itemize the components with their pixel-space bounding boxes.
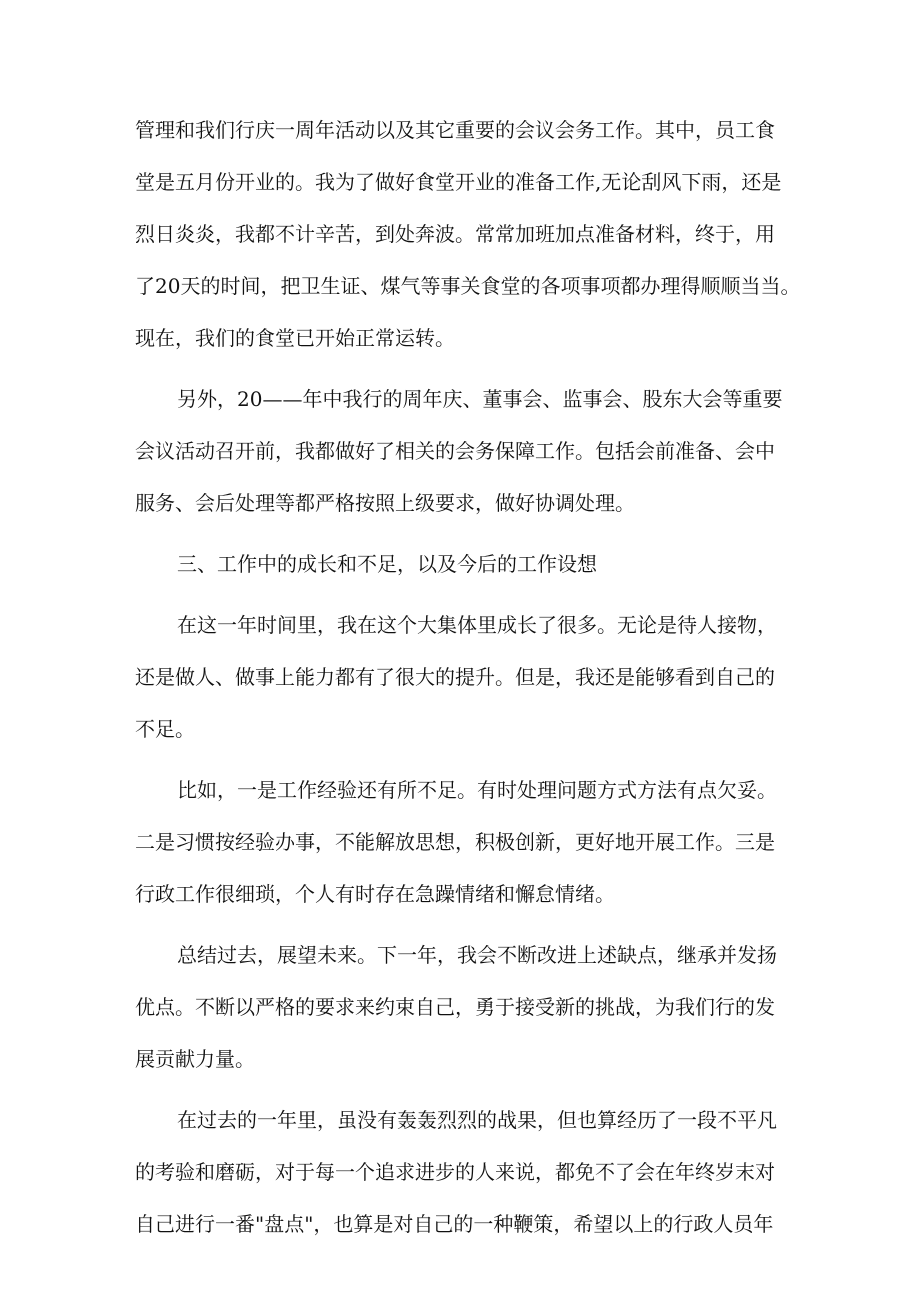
paragraph-line: 展贡献力量。 [135,1047,255,1071]
paragraph-line: 管理和我们行庆一周年活动以及其它重要的会议会务工作。其中，员工食 [135,118,775,142]
paragraph-line: 服务、会后处理等都严格按照上级要求，做好协调处理。 [135,491,635,515]
section-heading: 三、工作中的成长和不足，以及今后的工作设想 [177,552,597,576]
paragraph-line: 优点。不断以严格的要求来约束自己，勇于接受新的挑战，为我们行的发 [135,995,775,1019]
paragraph-line: 在这一年时间里，我在这个大集体里成长了很多。无论是待人接物， [177,613,777,637]
paragraph-line: 现在，我们的食堂已开始正常运转。 [135,326,455,350]
paragraph-line: 不足。 [135,717,195,741]
paragraph-line: 烈日炎炎，我都不计辛苦，到处奔波。常常加班加点准备材料，终于，用 [135,222,775,246]
paragraph-line: 自己进行一番"盘点"，也算是对自己的一种鞭策，希望以上的行政人员年 [135,1212,774,1236]
paragraph-line: 在过去的一年里，虽没有轰轰烈烈的战果，但也算经历了一段不平凡 [177,1108,777,1132]
paragraph-line: 的考验和磨砺，对于每一个追求进步的人来说，都免不了会在年终岁末对 [135,1160,775,1184]
paragraph-line: 比如，一是工作经验还有所不足。有时处理问题方式方法有点欠妥。 [177,778,777,802]
paragraph-line: 还是做人、做事上能力都有了很大的提升。但是，我还是能够看到自己的 [135,665,775,689]
paragraph-line: 二是习惯按经验办事，不能解放思想，积极创新，更好地开展工作。三是 [135,830,775,854]
paragraph-line: 堂是五月份开业的。我为了做好食堂开业的准备工作,无论刮风下雨，还是 [135,170,782,194]
paragraph-line: 行政工作很细琐，个人有时存在急躁情绪和懈怠情绪。 [135,882,615,906]
paragraph-line: 总结过去，展望未来。下一年，我会不断改进上述缺点，继承并发扬 [177,943,777,967]
paragraph-line: 会议活动召开前，我都做好了相关的会务保障工作。包括会前准备、会中 [135,439,775,463]
paragraph-line: 了20天的时间，把卫生证、煤气等事关食堂的各项事项都办理得顺顺当当。 [135,274,801,298]
paragraph-line: 另外，20——年中我行的周年庆、董事会、监事会、股东大会等重要 [177,387,783,411]
